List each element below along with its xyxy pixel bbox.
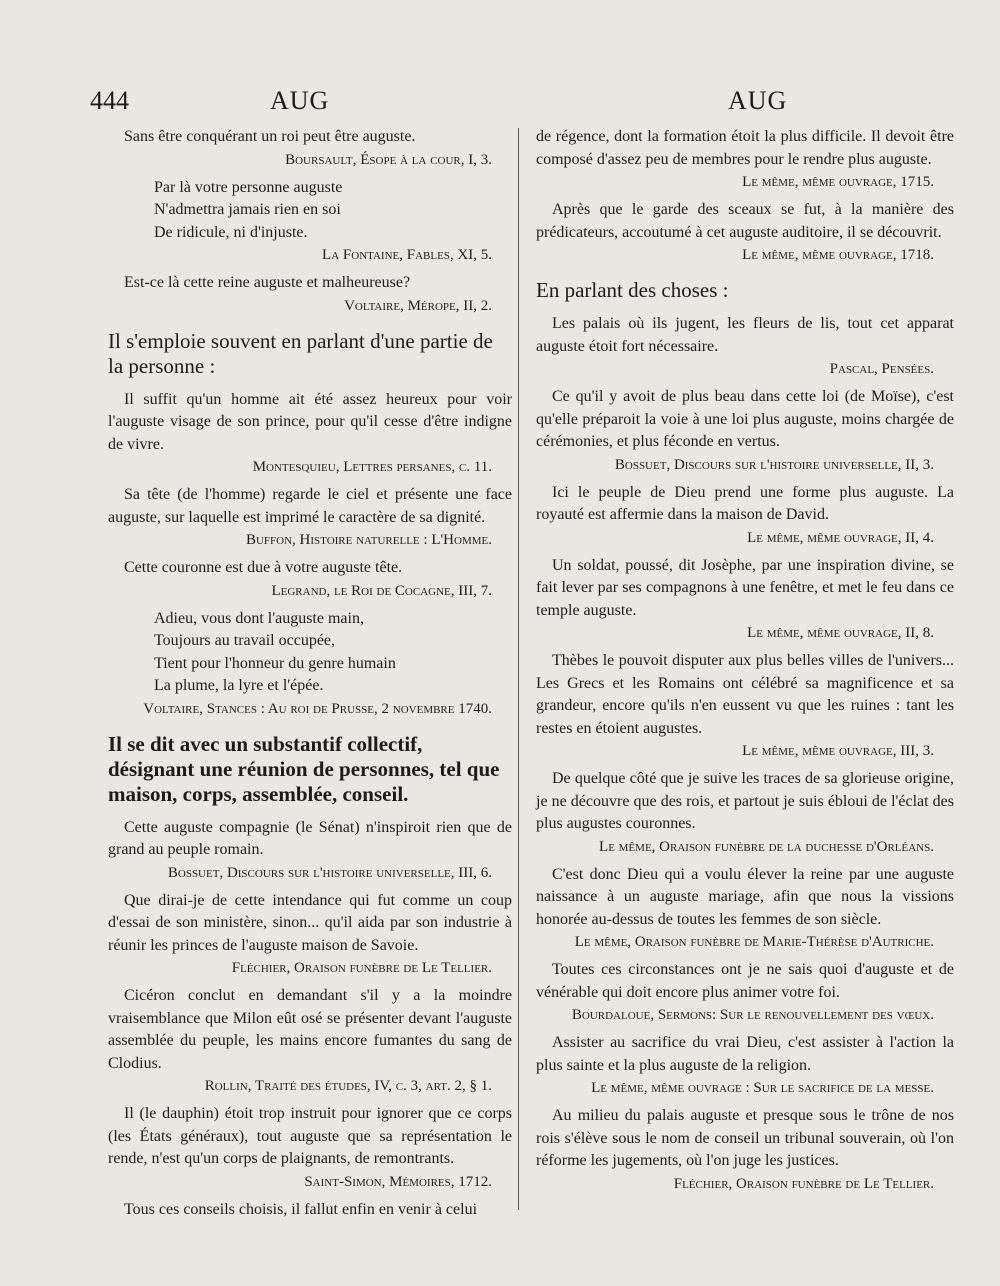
quote: de régence, dont la formation étoit la plus difficile. Il devoit être composé d'assez peu de membres pour le rendre plus auguste. xyxy=(536,128,954,168)
section-heading: Il s'emploie souvent en parlant d'une partie de la personne : xyxy=(108,328,493,378)
quote: Assister au sacrifice du vrai Dieu, c'est assister à l'action la plus sainte et la plus auguste de la religion. xyxy=(536,1034,954,1074)
verse-line: La plume, la lyre et l'épée. xyxy=(154,677,324,694)
quote: Sans être conquérant un roi peut être auguste. xyxy=(124,128,416,145)
quote: Est-ce là cette reine auguste et malheureuse? xyxy=(124,274,411,291)
quote: Après que le garde des sceaux se fut, à la manière des prédicateurs, accoutumé à cet auguste auditoire, il se découvrit. xyxy=(536,201,954,241)
citation: Saint-Simon, Mémoires, 1712. xyxy=(304,1173,492,1190)
citation: Rollin, Traité des études, IV, c. 3, art. 2, § 1. xyxy=(204,1078,492,1094)
quote: Cette couronne est due à votre auguste tête. xyxy=(124,559,403,576)
quote: Tous ces conseils choisis, il fallut enfin en venir à celui xyxy=(124,1200,478,1218)
quote: Que dirai-je de cette intendance qui fut comme un coup d'essai de son ministère, sinon... qu'il aida par son industrie à réunir les princes de l'auguste maison de Savoie. xyxy=(108,891,512,954)
running-head-right: AUG xyxy=(728,86,788,115)
verse-line: Par là votre personne auguste xyxy=(154,178,343,196)
citation: Legrand, le Roi de Cocagne, III, 7. xyxy=(271,582,492,599)
quote: Toutes ces circonstances ont je ne sais quoi d'auguste et de vénérable qui doit encore plus animer votre foi. xyxy=(536,961,954,1001)
quote: Sa tête (de l'homme) regarde le ciel et présente une face auguste, sur laquelle est imprimé le caractère de sa dignité. xyxy=(108,486,512,526)
verse-line: N'admettra jamais rien en soi xyxy=(154,201,341,218)
citation: Voltaire, Mérope, II, 2. xyxy=(344,297,492,314)
citation: Le même, même ouvrage, III, 3. xyxy=(742,743,934,759)
quote: Les palais où ils jugent, les fleurs de lis, tout cet apparat auguste étoit fort nécessaire. xyxy=(536,315,954,355)
quote: Thèbes le pouvoit disputer aux plus belles villes de l'univers... Les Grecs et les Romains ont célébré sa magnificence et sa grandeur, encore qu'ils n'en eussent vu que les ruines : tant les restes en étoient augustes. xyxy=(536,652,954,737)
quote: Ici le peuple de Dieu prend une forme plus auguste. La royauté est affermie dans la maison de David. xyxy=(536,483,954,523)
quote: Il suffit qu'un homme ait été assez heureux pour voir l'auguste visage de son prince, pour qu'il cesse d'être indigne de vivre. xyxy=(108,390,512,453)
verse-quote xyxy=(108,177,512,245)
quote: Cicéron conclut en demandant s'il y a la moindre vraisemblance que Milon eût osé se présenter devant l'auguste assemblée du peuple, les mains encore fumantes du sang de Clodius. xyxy=(108,987,512,1072)
verse-line: Toujours au travail occupée, xyxy=(154,632,336,649)
page-number: 444 xyxy=(90,86,129,115)
citation: Fléchier, Oraison funèbre de Le Tellier. xyxy=(673,1175,934,1192)
quote: C'est donc Dieu qui a voulu élever la reine par une auguste naissance à un auguste mariage, afin que nous la vissions honorée au-dessus de toutes les femmes de son siècle. xyxy=(536,865,954,928)
section-heading: Il se dit avec un substantif collectif, désignant une réunion de personnes, tel que maison, corps, assemblée, conseil. xyxy=(108,731,500,806)
citation: Le même, même ouvrage, II, 8. xyxy=(747,625,934,641)
quote: Ce qu'il y avoit de plus beau dans cette loi (de Moïse), c'est qu'elle préparoit la voie à une loi plus auguste, moins chargée de cérémonies, et plus féconde en vertus. xyxy=(536,388,954,450)
citation: Fléchier, Oraison funèbre de Le Tellier. xyxy=(231,960,492,976)
citation: Le même, même ouvrage, II, 4. xyxy=(747,529,934,546)
quote: Il (le dauphin) étoit trop instruit pour ignorer que ce corps (les États généraux), tout auguste que sa représentation le rende, n'est qu'un corps de plaignants, de remontrants. xyxy=(108,1105,512,1167)
citation: Boursault, Ésope à la cour, I, 3. xyxy=(285,151,492,168)
verse-line: De ridicule, ni d'injuste. xyxy=(154,223,308,241)
citation: Voltaire, Stances : Au roi de Prusse, 2 novembre 1740. xyxy=(143,700,492,717)
running-head-left: AUG xyxy=(270,86,330,115)
quote: Un soldat, poussé, dit Josèphe, par une inspiration divine, se fait lever par ses compagnons à une fenêtre, et met le feu dans ce temple auguste. xyxy=(536,556,954,619)
citation: Le même, Oraison funèbre de la duchesse d'Orléans. xyxy=(599,838,934,855)
citation: Montesquieu, Lettres persanes, c. 11. xyxy=(252,459,492,475)
citation: Le même, même ouvrage, 1718. xyxy=(742,247,934,263)
citation: Le même, même ouvrage : Sur le sacrifice de la messe. xyxy=(591,1080,934,1096)
left-column xyxy=(108,126,512,1221)
citation: Le même, Oraison funèbre de Marie-Thérèse d'Autriche. xyxy=(574,934,934,950)
quote: De quelque côté que je suive les traces de sa glorieuse origine, je ne découvre que des rois, et partout je suis ébloui de l'éclat des plus augustes couronnes. xyxy=(536,770,954,832)
verse-line: Adieu, vous dont l'auguste main, xyxy=(154,609,364,627)
right-column xyxy=(536,126,954,1199)
citation: Bossuet, Discours sur l'histoire universelle, III, 6. xyxy=(167,864,492,881)
quote: Au milieu du palais auguste et presque sous le trône de nos rois s'élève sous le nom de conseil un tribunal souverain, où l'on réforme les jugements, où l'on juge les justices. xyxy=(536,1107,954,1169)
quote: Cette auguste compagnie (le Sénat) n'inspiroit rien que de grand au peuple romain. xyxy=(108,818,512,858)
citation: Le même, même ouvrage, 1715. xyxy=(742,174,934,190)
section-heading: En parlant des choses : xyxy=(536,278,729,302)
verse-line: Tient pour l'honneur du genre humain xyxy=(154,654,396,672)
citation: Bossuet, Discours sur l'histoire universelle, II, 3. xyxy=(614,456,934,473)
column-divider xyxy=(518,128,519,1210)
citation: Bourdaloue, Sermons: Sur le renouvellement des vœux. xyxy=(571,1007,934,1023)
citation: Pascal, Pensées. xyxy=(829,361,934,377)
citation: La Fontaine, Fables, XI, 5. xyxy=(322,247,492,263)
citation: Buffon, Histoire naturelle : L'Homme. xyxy=(245,532,492,548)
verse-quote xyxy=(108,608,512,698)
